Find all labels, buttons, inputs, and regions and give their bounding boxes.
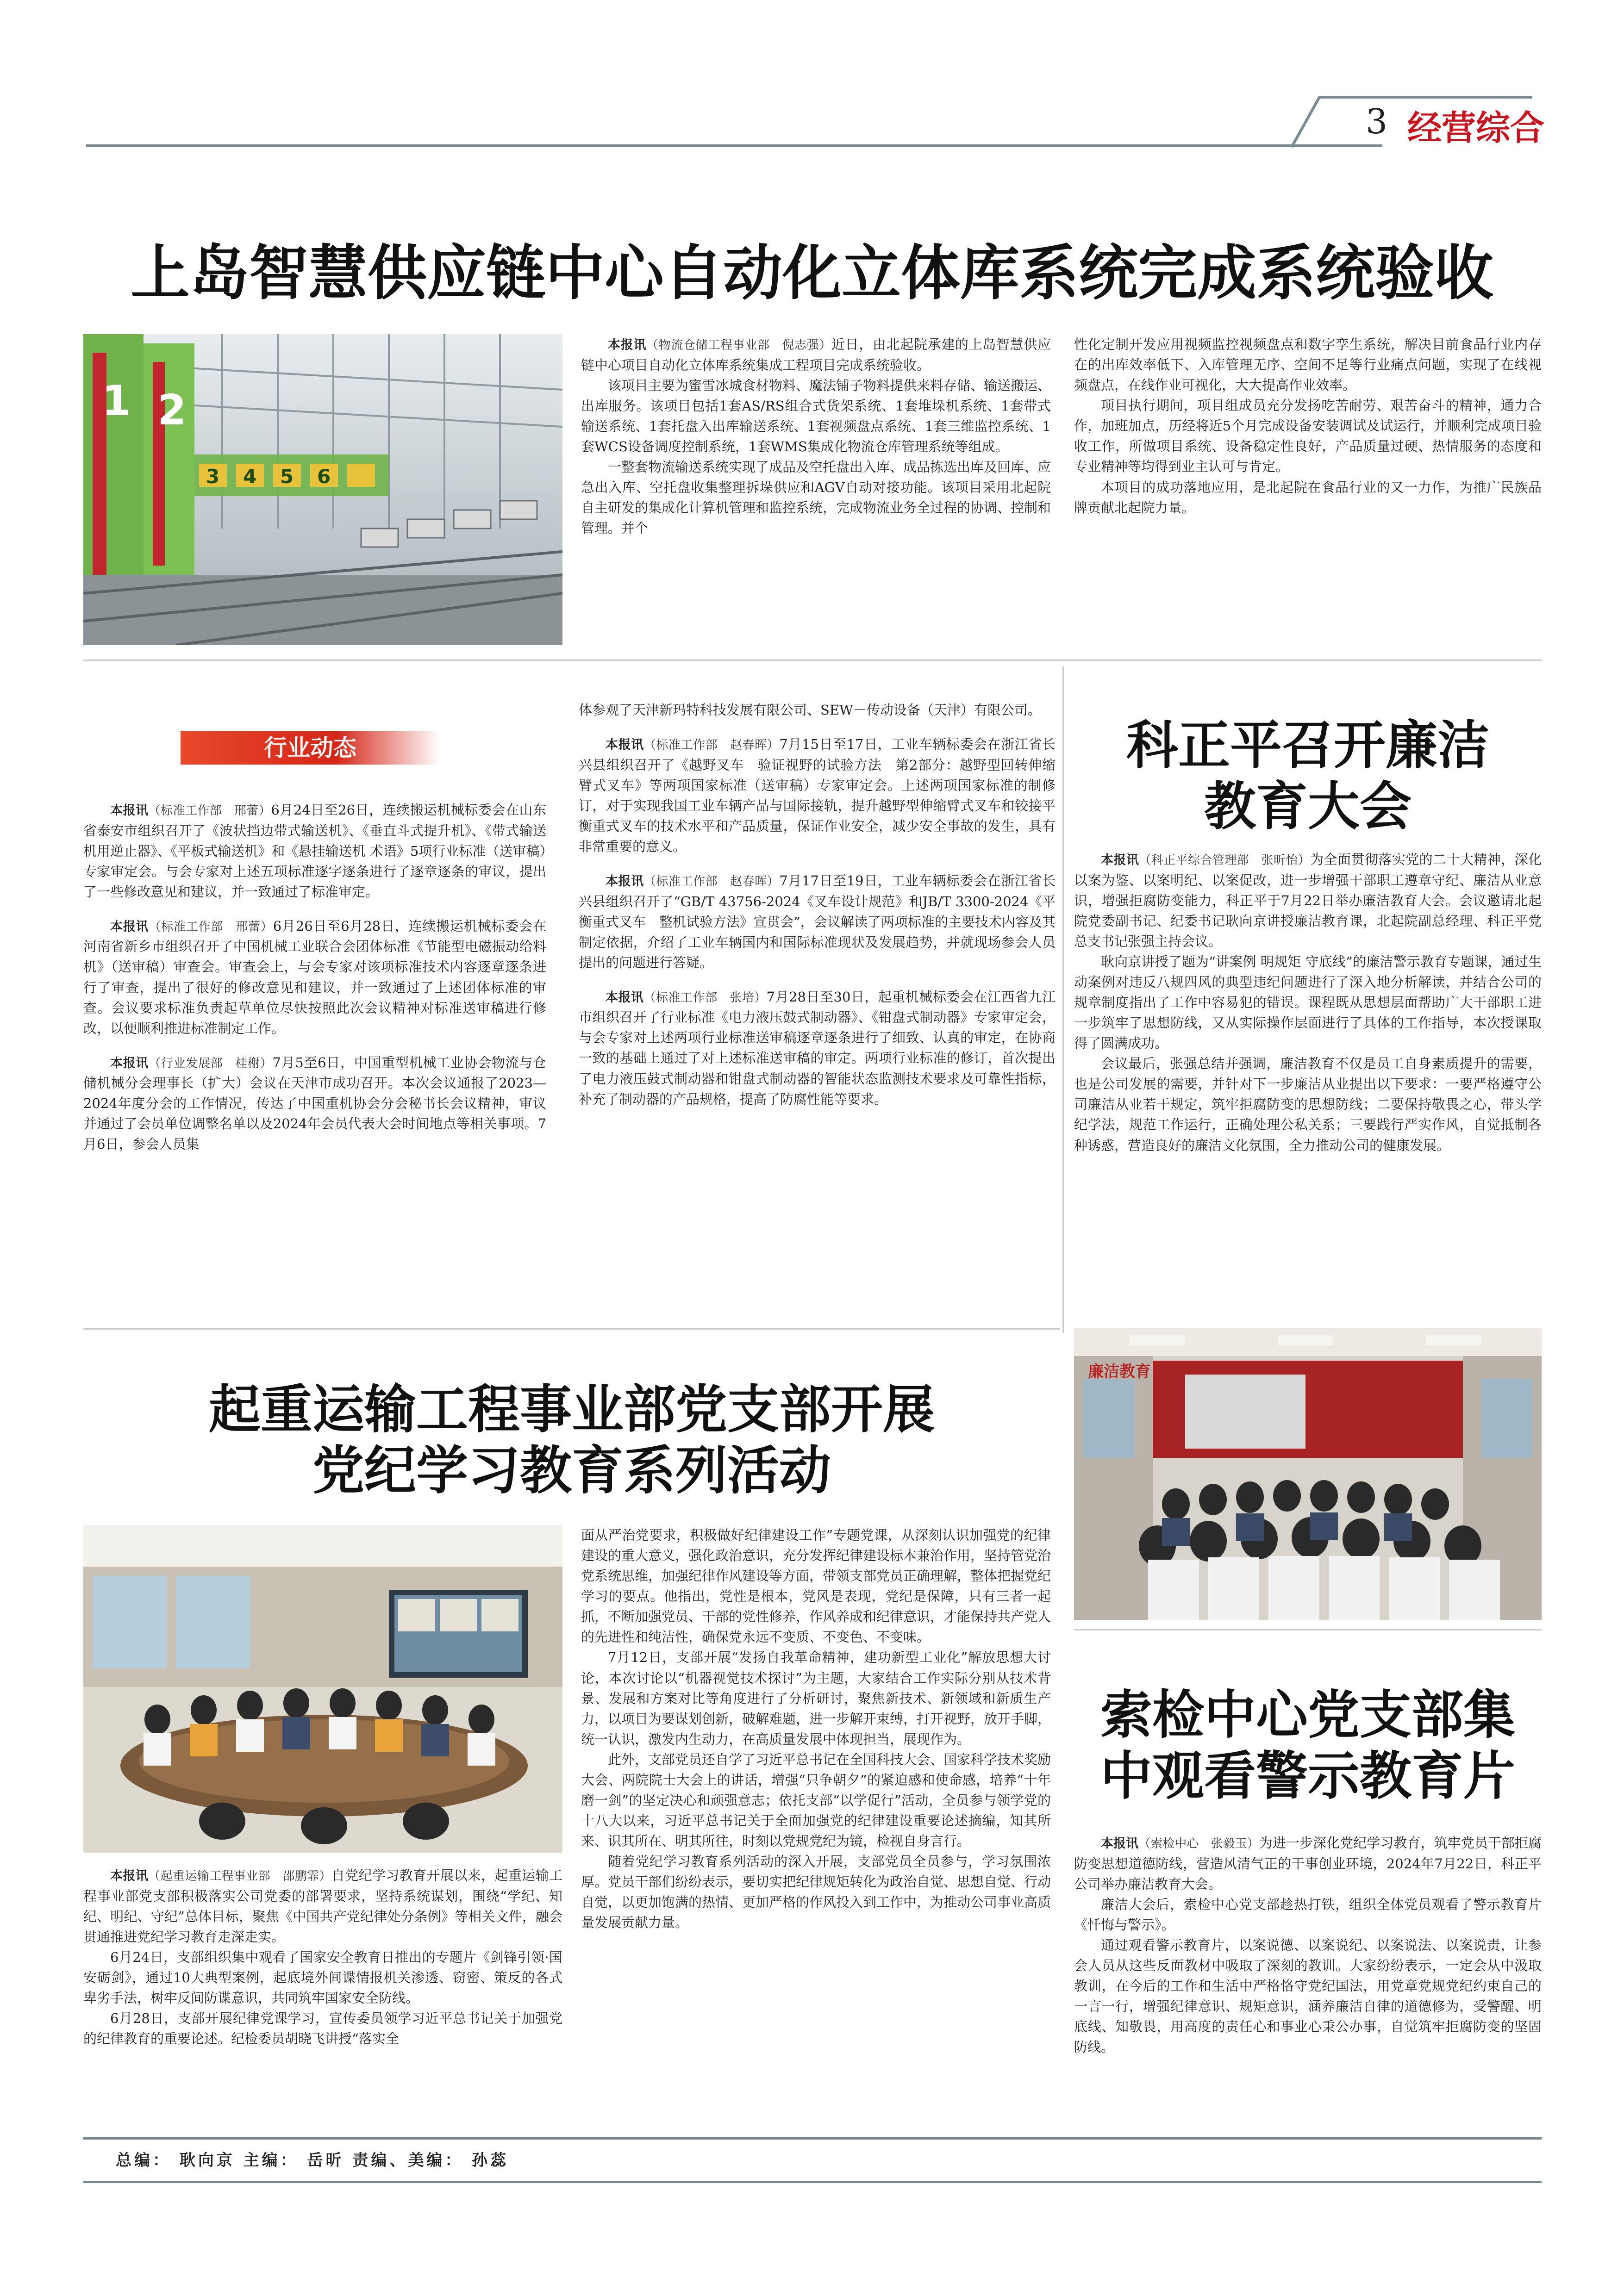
editor-credits: 总编： 耿向京 主编： 岳昕 责编、美编： 孙蕊 bbox=[116, 2151, 509, 2170]
footer-rule-top bbox=[83, 2137, 1542, 2140]
industry-item-3: 本报讯（行业发展部 桂榭）7月5至6日，中国重型机械工业协会物流与仓储机械分会理事长（扩大）会议在天津市成功召开。本次会议通报了2023—2024年度分会的工作情况，传达了中国重机协会分会秘书长会议精神，审议并通过了会员单位调整名单以及2024年会员代表大会时间地点等相关事项。7月6日，参会人员集 bbox=[83, 1054, 546, 1152]
suojian-title-line-1: 索检中心党支部集 bbox=[1100, 1685, 1515, 1745]
party-para-7: 随着党纪学习教育系列活动的深入开展，支部党员全员参与，学习氛围浓厚。党员干部们纷纷表示，要切实把纪律规矩转化为政治自觉、思想自觉、行动自觉，以更加饱满的热情、更加严格的作风投入到工作中，为推动公司事业高质量发展贡献力量。 bbox=[581, 1854, 1051, 1931]
industry-news-tag: 行业动态 bbox=[181, 731, 440, 765]
lane-number-2: 2 bbox=[157, 386, 187, 435]
industry-item-6: 本报讯（标准工作部 张培）7月28日至30日，起重机械标委会在江西省九江市组织召开了行业标准《电力液压鼓式制动器》、《钳盘式制动器》专家审定会，与会专家对上述两项行业标准送审稿逐章逐条进行了细致、认真的审定，在协商一致的基础上通过了对上述标准送审稿的审定。两项行业标准的修订，首次提出了电力液压鼓式制动器和钳盘式制动器的智能状态监测技术要求及可靠性指标，补充了制动器的产品规格，提高了防腐性能等要求。 bbox=[579, 989, 1056, 1107]
party-column-1 bbox=[83, 1865, 562, 2049]
section-name: 经营综合 bbox=[1407, 108, 1544, 148]
industry-item-4: 本报讯（标准工作部 赵春晖）7月15日至17日，工业车辆标委会在浙江省长兴县组织召开了《越野叉车 验证视野的试验方法 第2部分：越野型回转伸缩臂式叉车》等两项国家标准（送审稿）专家审定会。上述两项国家标准的制修订，对于实现我国工业车辆产品与国际接轨，提升越野型伸缩臂式叉车和铰接平衡重式叉车的技术水平和产品质量，保证作业安全，减少安全事故的发生，具有非常重要的意义。 bbox=[579, 736, 1056, 854]
party-para-2: 6月24日，支部组织集中观看了国家安全教育日推出的专题片《剑锋引领·国安砺剑》，通过10大典型案例，起底境外间谍情报机关渗透、窃密、策反的各式卑劣手法，树牢反间防谍意识，共同筑牢国家安全防线。 bbox=[83, 1949, 562, 2006]
lane-number-3: 3 bbox=[206, 465, 220, 488]
kezheng-para-3: 会议最后，张强总结并强调，廉洁教育不仅是员工自身素质提升的需要，也是公司发展的需要，并针对下一步廉洁从业提出以下要求：一要严格遵守公司廉洁从业若干规定，筑牢拒腐防变的思想防线；二要保持敬畏之心，带头学纪学法，规范工作运行，正确处理公私关系；三要践行严实作风，自觉抵制各种诱惑，营造良好的廉洁文化氛围，全力推动公司的健康发展。 bbox=[1074, 1056, 1542, 1153]
party-column-2 bbox=[581, 1525, 1051, 1933]
lane-number-5: 5 bbox=[280, 465, 294, 488]
kezheng-title-line-2: 教育大会 bbox=[1204, 777, 1412, 837]
industry-column-1 bbox=[83, 800, 546, 1155]
article1-para-3: 一整套物流输送系统实现了成品及空托盘出入库、成品拣选出库及回库、应急出入库、空托盘收集整理拆垛供应和AGV自动对接功能。该项目采用北起院自主研发的集成化计算机管理和监控系统，完成物流业务全过程的协调、控制和管理。并个 bbox=[581, 459, 1051, 536]
suojian-title-line-2: 中观看警示教育片 bbox=[1100, 1746, 1515, 1807]
vertical-divider bbox=[1062, 666, 1064, 1333]
page-number: 3 bbox=[1366, 102, 1388, 142]
industry-item-1: 本报讯（标准工作部 邢蕾）6月24日至26日，连续搬运机械标委会在山东省泰安市组织召开了《波状挡边带式输送机》、《垂直斗式提升机》、《带式输送机用逆止器》、《平板式输送机》和《悬挂输送机 术语》5项行业标准（送审稿）专家审定会。与会专家对上述五项标准逐字逐条进行了逐章逐条的审议，提出了一些修改意见和建议，并一致通过了标准审定。 bbox=[83, 802, 546, 900]
party-headline bbox=[83, 1379, 1060, 1501]
suojian-body bbox=[1074, 1833, 1542, 2057]
lane-number-1: 1 bbox=[102, 377, 131, 425]
masthead-rule bbox=[86, 144, 1382, 147]
divider-2 bbox=[83, 1328, 1060, 1330]
industry-item-3-cont: 体参观了天津新玛特科技发展有限公司、SEW－传动设备（天津）有限公司。 bbox=[579, 702, 1041, 718]
meeting-room-illustration bbox=[83, 1525, 562, 1853]
party-para-3: 6月28日，支部开展纪律党课学习，宣传委员领学习近平总书记关于加强党的纪律教育的重要论述。纪检委员胡晓飞讲授“落实全 bbox=[83, 2010, 562, 2047]
divider-3 bbox=[1074, 1629, 1542, 1630]
industry-item-2: 本报讯（标准工作部 邢蕾）6月26日至6月28日，连续搬运机械标委会在河南省新乡市组织召开了中国机械工业联合会团体标准《节能型电磁振动给料机》（送审稿）审查会。审查会上，与会专家对该项标准技术内容逐章逐条进行了审查，提出了很好的修改意见和建议，并一致通过了上述团体标准的审查。会议要求标准负责起草单位尽快按照此次会议精神对标准送审稿进行修改，以便顺利推进标准制定工作。 bbox=[83, 918, 546, 1036]
party-title-line-1: 起重运输工程事业部党支部开展 bbox=[209, 1380, 935, 1440]
hall-banner-text: 廉洁教育 bbox=[1088, 1363, 1151, 1381]
kezheng-para-1: 本报讯（科正平综合管理部 张昕怡）为全面贯彻落实党的二十大精神，深化以案为鉴、以案明纪、以案促改，进一步增强干部职工遵章守纪、廉洁从业意识，增强拒腐防变能力，科正平于7月22日举办廉洁教育大会。会议邀请北起院党委副书记、纪委书记耿向京讲授廉洁教育课，北起院副总经理、科正平党总支书记张强主持会议。 bbox=[1074, 852, 1542, 949]
article1-para-6: 本项目的成功落地应用，是北起院在食品行业的又一力作，为推广民族品牌贡献北起院力量。 bbox=[1074, 479, 1542, 516]
kezheng-headline bbox=[1074, 715, 1542, 837]
lane-number-6: 6 bbox=[317, 465, 331, 488]
article1-para-2: 该项目主要为蜜雪冰城食材物料、魔法铺子物料提供来料存储、输送搬运、出库服务。该项目包括1套AS/RS组合式货架系统、1套堆垛机系统、1套带式输送系统、1套托盘入出库输送系统、1套视频盘点系统、1套三维监控系统、1套WCS设备调度控制系统，1套WMS集成化物流仓库管理系统等组成。 bbox=[581, 377, 1051, 454]
party-para-5: 7月12日，支部开展“发扬自我革命精神，建功新型工业化”解放思想大讨论，本次讨论以“机器视觉技术探讨”为主题，大家结合工作实际分别从技术背景、发展和方案对比等角度进行了分析研讨，聚焦新技术、新领域和新质生产力，以项目为要谋划创新，破解难题，进一步解开束缚，打开视野，放开手脚，统一认识，激发内生动力，在高质量发展中体现担当，展现作为。 bbox=[581, 1649, 1051, 1747]
article1-headline: 上岛智慧供应链中心自动化立体库系统完成系统验收 bbox=[130, 239, 1493, 308]
suojian-para-1: 本报讯（索检中心 张毅玉）为进一步深化党纪学习教育，筑牢党员干部拒腐防变思想道德防线，营造风清气正的干事创业环境，2024年7月22日，科正平公司举办廉洁教育大会。 bbox=[1074, 1835, 1542, 1892]
kezheng-photo-meeting-hall bbox=[1074, 1328, 1542, 1620]
article1-photo-warehouse bbox=[83, 334, 562, 645]
kezheng-para-2: 耿向京讲授了题为“讲案例 明规矩 守底线”的廉洁警示教育专题课，通过生动案例对违反八规四风的典型违纪问题进行了深入地分析解读，并结合公司的规章制度指出了工作中容易犯的错误。课程既从思想层面帮助广大干部职工进一步筑牢了思想防线，又从实际操作层面进行了具体的工作指导，本次授课取得了圆满成功。 bbox=[1074, 953, 1542, 1052]
footer-rule-bottom bbox=[83, 2181, 1542, 2183]
suojian-para-2: 廉洁大会后，索检中心党支部趁热打铁，组织全体党员观看了警示教育片《忏悔与警示》。 bbox=[1074, 1896, 1542, 1933]
article1-para-1: 本报讯（物流仓储工程事业部 倪志强）近日，由北起院承建的上岛智慧供应链中心项目自动化立体库系统集成工程项目完成系统验收。 bbox=[581, 336, 1051, 373]
lane-number-4: 4 bbox=[243, 465, 257, 488]
divider-1 bbox=[83, 660, 1542, 661]
kezheng-title-line-1: 科正平召开廉洁 bbox=[1126, 716, 1489, 776]
party-para-6: 此外，支部党员还自学了习近平总书记在全国科技大会、国家科学技术奖励大会、两院院士大会上的讲话，增强“只争朝夕”的紧迫感和使命感，培养“十年磨一剑”的坚定决心和顽强意志；依托支部“以学促行”活动，全员参与领学党的十八大以来，习近平总书记关于全面加强党的纪律建设重要论述摘编，知其所来、识其所在、明其所往，时刻以党规党纪为镜，检视自身言行。 bbox=[581, 1751, 1051, 1849]
kezheng-body bbox=[1074, 849, 1542, 1156]
article1-para-5: 项目执行期间，项目组成员充分发扬吃苦耐劳、艰苦奋斗的精神，通力合作，加班加点，历经将近5个月完成设备安装调试及试运行，并顺利完成项目验收工作，所做项目系统、设备稳定性良好，产品质量过硬、热情服务的态度和专业精神等均得到业主认可与肯定。 bbox=[1074, 398, 1542, 475]
party-para-4: 面从严治党要求，积极做好纪律建设工作”专题党课，从深刻认识加强党的纪律建设的重大意义，强化政治意识，充分发挥纪律建设标本兼治作用，坚持管党治党系统思维，加强纪律作风建设等方面，带领支部党员正确理解，整体把握党纪学习的要点。他指出，党性是根本，党风是表现，党纪是保障，只有三者一起抓，不断加强党员、干部的党性修养，作风养成和纪律意识，才能保持共产党人的先进性和纯洁性，确保党永远不变质、不变色、不变味。 bbox=[581, 1527, 1051, 1645]
article1-para-4: 性化定制开发应用视频监控视频盘点和数字孪生系统，解决目前食品行业内存在的出库效率低下、入库管理无序、空间不足等行业痛点问题，实现了在线视频盘点，在线作业可视化，大大提高作业效率。 bbox=[1074, 336, 1542, 393]
party-para-1: 本报讯（起重运输工程事业部 邵鹏霏）自党纪学习教育开展以来，起重运输工程事业部党支部积极落实公司党委的部署要求，坚持系统谋划，围绕“学纪、知纪、明纪、守纪”总体目标，聚焦《中国共产党纪律处分条例》等相关文件，融会贯通推进党纪学习教育走深走实。 bbox=[83, 1867, 562, 1945]
warehouse-illustration bbox=[83, 334, 562, 645]
article1-column-2 bbox=[1074, 334, 1542, 518]
party-photo-meeting-room bbox=[83, 1525, 562, 1853]
industry-item-5: 本报讯（标准工作部 赵春晖）7月17日至19日，工业车辆标委会在浙江省长兴县组织召开了“GB/T 43756-2024《叉车设计规范》和JB/T 3300-2024《平衡重式叉车 整机试验方法》宣贯会”，会议解读了两项标准的主要技术内容及其制定依据，介绍了工业车辆国内和国际标准现状及发展趋势，并就现场参会人员提出的问题进行答疑。 bbox=[579, 872, 1056, 971]
suojian-para-3: 通过观看警示教育片，以案说德、以案说纪、以案说法、以案说责，让参会人员从这些反面教材中吸取了深刻的教训。大家纷纷表示，一定会从中汲取教训，在今后的工作和生活中严格恪守党纪国法，用党章党规党纪约束自己的一言一行，增强纪律意识、规矩意识，涵养廉洁自律的道德修为，受警醒、明底线、知敬畏，用高度的责任心和事业心秉公办事，自觉筑牢拒腐防变的坚固防线。 bbox=[1074, 1937, 1542, 2055]
article1-column-1 bbox=[581, 334, 1051, 538]
meeting-hall-illustration bbox=[1074, 1328, 1542, 1620]
industry-column-2 bbox=[579, 700, 1056, 1109]
party-title-line-2: 党纪学习教育系列活动 bbox=[312, 1441, 831, 1501]
suojian-headline bbox=[1074, 1685, 1542, 1807]
